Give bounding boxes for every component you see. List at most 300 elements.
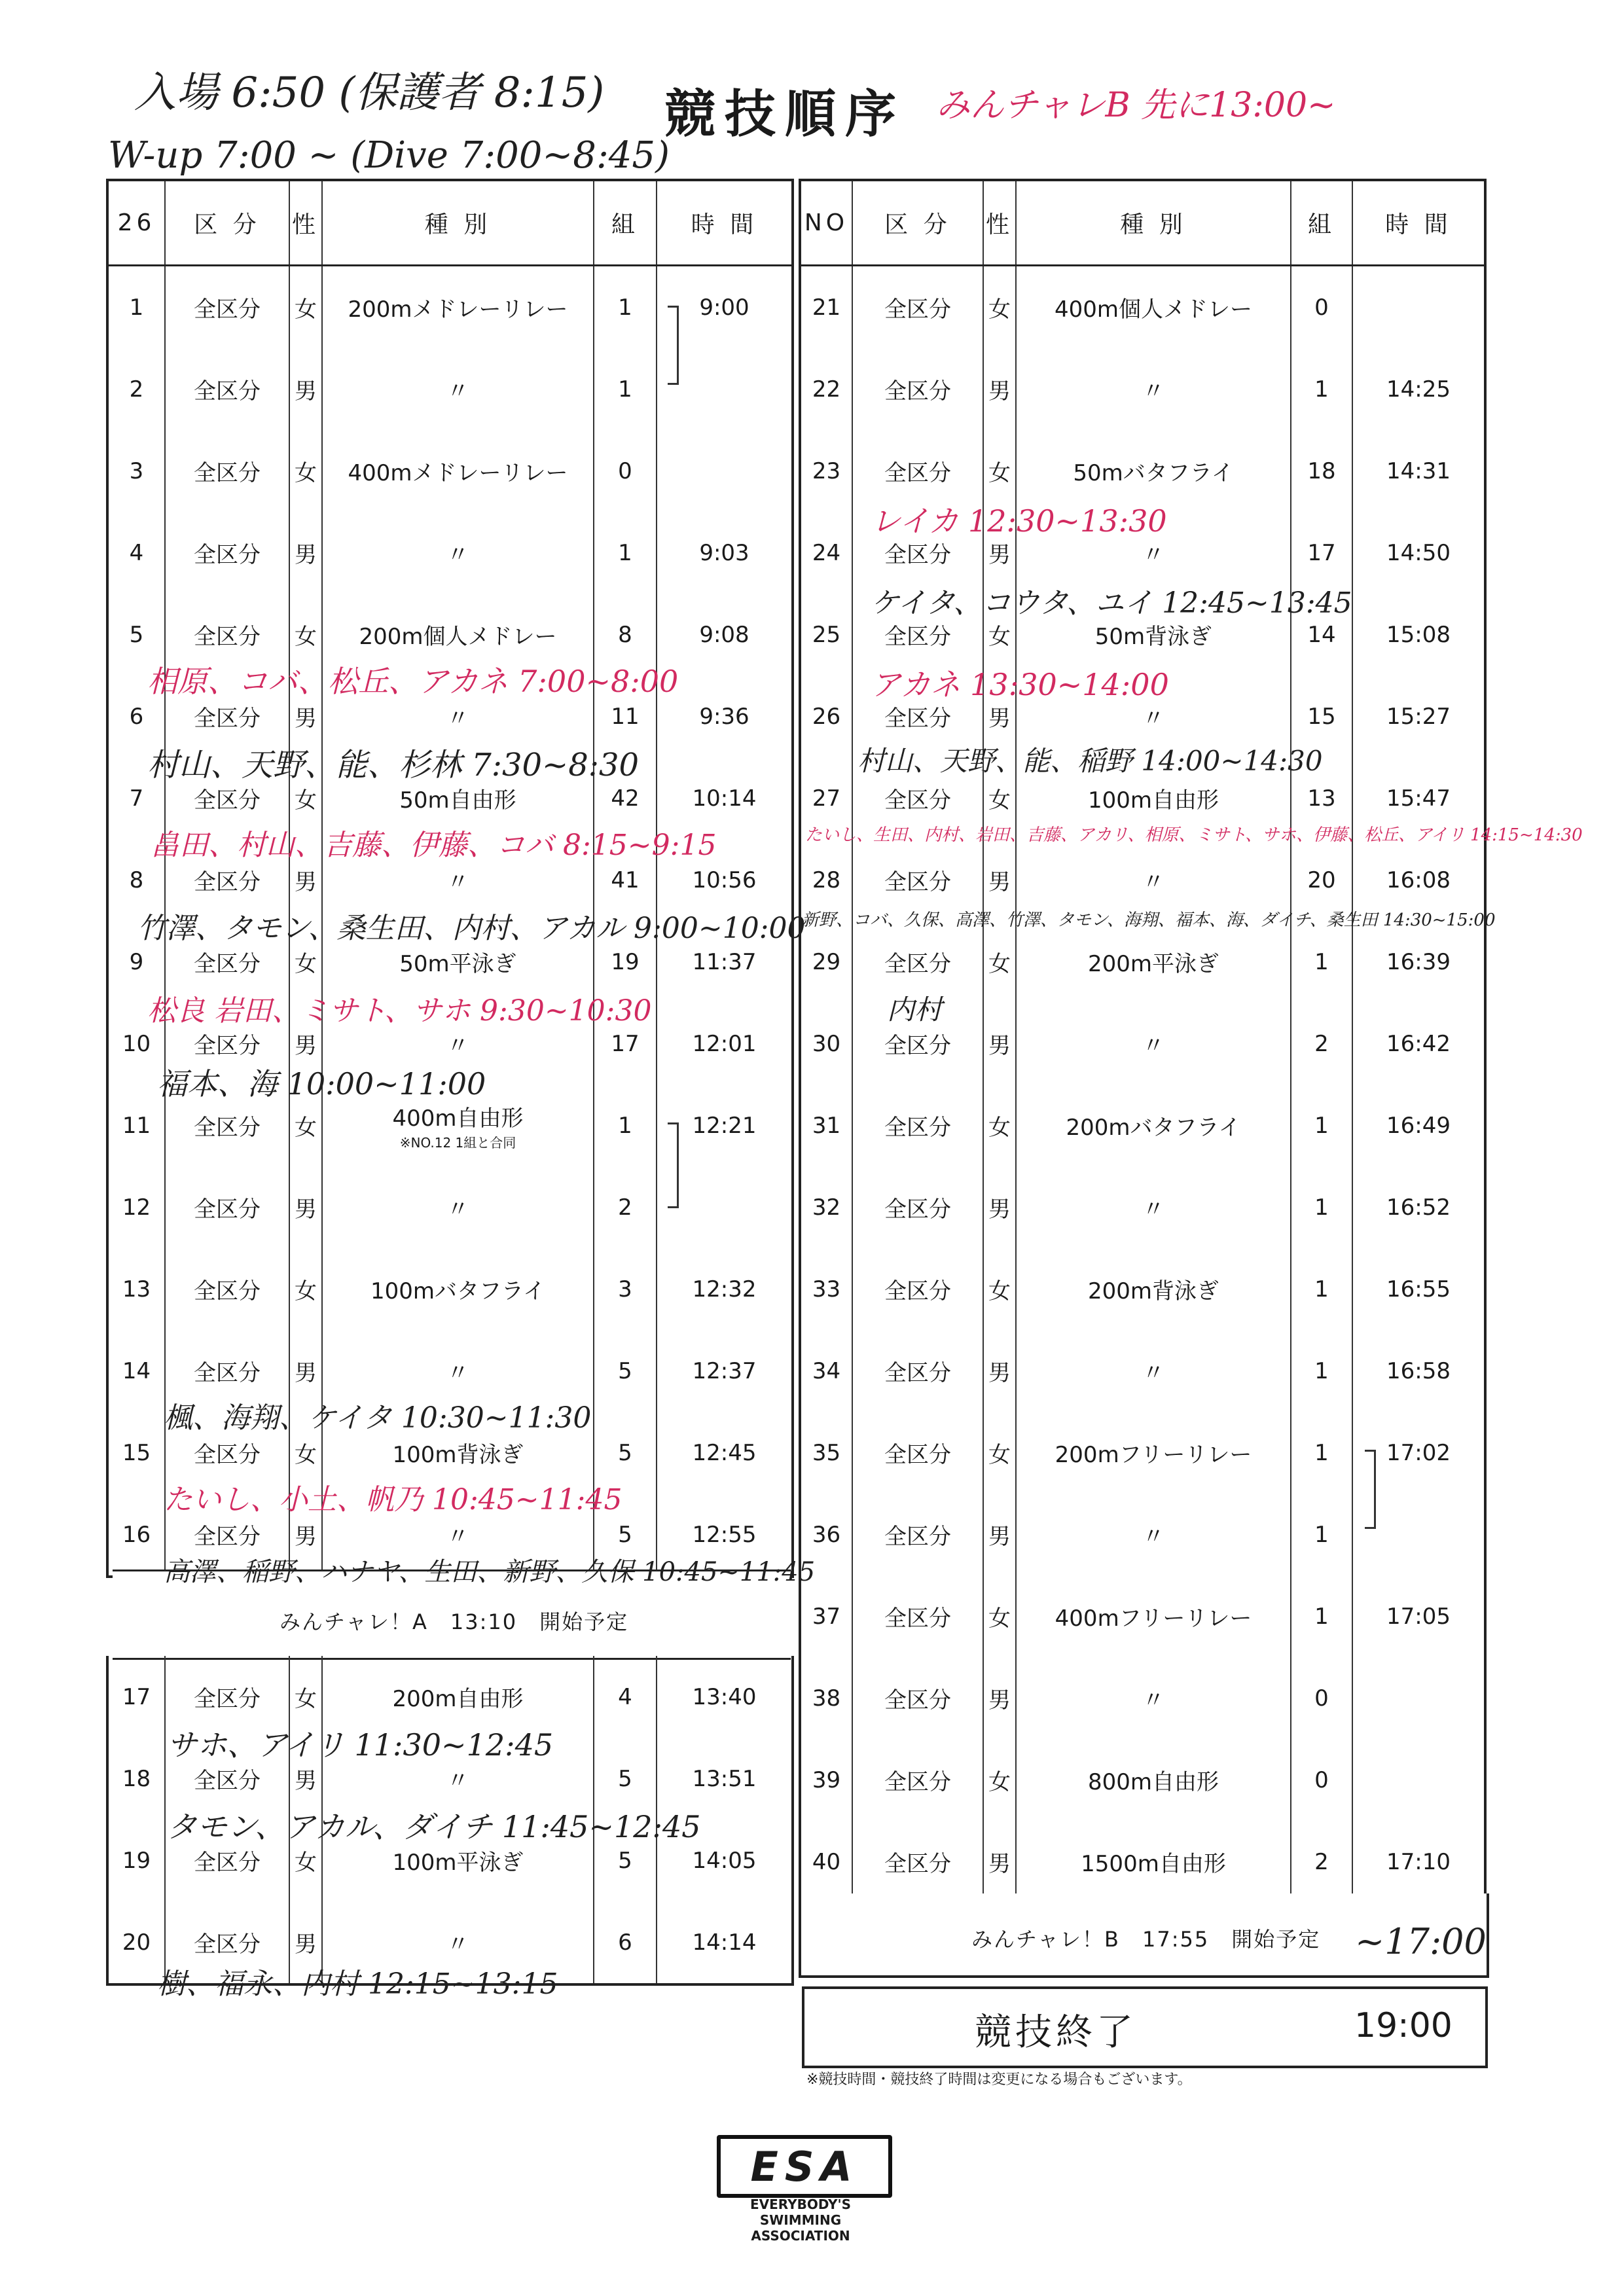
row-event: 〃 (322, 512, 594, 594)
row-time: 15:27 (1352, 675, 1485, 757)
row-division: 全区分 (852, 266, 983, 349)
row-event: 50mバタフライ (1016, 430, 1291, 512)
table-row (800, 348, 1485, 430)
row-time: 12:21 (657, 1085, 793, 1166)
handwritten-note-14: 楓、海翔、ケイタ 10:30~11:30 (164, 1401, 592, 1435)
row-number: 28 (800, 839, 852, 921)
row-group: 11 (594, 675, 657, 757)
header-time: 時 間 (657, 180, 793, 266)
row-number: 18 (107, 1738, 165, 1820)
row-sex: 男 (983, 348, 1016, 430)
row-sex: 女 (983, 757, 1016, 839)
row-number: 40 (800, 1821, 852, 1904)
row-division: 全区分 (165, 757, 289, 839)
row-number: 37 (800, 1575, 852, 1657)
row-group: 4 (594, 1656, 657, 1738)
handwritten-warmup-time: W-up 7:00 ~ (Dive 7:00~8:45) (108, 134, 670, 177)
row-number: 1 (107, 266, 165, 349)
handwritten-note-r25: ケイタ、コウタ、ユイ 12:45~13:45 (871, 586, 1352, 620)
row-sex: 女 (983, 921, 1016, 1003)
header-group: 組 (594, 180, 657, 266)
row-number: 12 (107, 1166, 165, 1248)
competition-end-time: 19:00 (1354, 2006, 1453, 2045)
row-sex: 男 (289, 1166, 322, 1248)
row-sex: 女 (289, 430, 322, 512)
row-time: 16:55 (1352, 1248, 1485, 1330)
row-group: 2 (594, 1166, 657, 1248)
table-row (800, 1412, 1485, 1494)
row-division: 全区分 (165, 594, 289, 675)
handwritten-note-9: 松良 岩田、ミサト、サホ 9:30~10:30 (147, 994, 652, 1028)
row-number: 14 (107, 1330, 165, 1412)
table-row (107, 266, 793, 349)
table-header-row (107, 180, 793, 266)
row-number: 9 (107, 921, 165, 1003)
table-row (107, 430, 793, 512)
row-sex: 男 (983, 675, 1016, 757)
row-sex: 男 (983, 1330, 1016, 1412)
heat-merge-bracket (1365, 1450, 1376, 1529)
row-group: 8 (594, 594, 657, 675)
row-group: 5 (594, 1738, 657, 1820)
row-group: 17 (1291, 512, 1352, 594)
row-time: 14:25 (1352, 348, 1485, 430)
row-number: 38 (800, 1657, 852, 1739)
row-sex: 男 (289, 1494, 322, 1577)
handwritten-note-17: サホ、アイリ 11:30~12:45 (167, 1727, 554, 1763)
row-sex: 女 (983, 430, 1016, 512)
row-division: 全区分 (165, 430, 289, 512)
row-event: 50m背泳ぎ (1016, 594, 1291, 675)
row-time: 9:36 (657, 675, 793, 757)
schedule-change-note: ※競技時間・競技終了時間は変更になる場合もございます。 (806, 2072, 1192, 2088)
row-division: 全区分 (165, 1820, 289, 1901)
row-time (1352, 1657, 1485, 1739)
row-time (1352, 1739, 1485, 1821)
header-division: 区 分 (852, 180, 983, 266)
row-event: 400mフリーリレー (1016, 1575, 1291, 1657)
min-a-label: みんチャレ！A 13:10 開始予定 (280, 1609, 629, 1634)
row-group: 1 (594, 266, 657, 349)
row-time: 9:00 (657, 266, 793, 349)
row-group: 15 (1291, 675, 1352, 757)
row-group: 0 (1291, 1657, 1352, 1739)
handwritten-note-r30: 内村 (887, 994, 943, 1026)
row-group: 13 (1291, 757, 1352, 839)
row-number: 15 (107, 1412, 165, 1494)
handwritten-min-b-note: みんチャレB 先に13:00~ (936, 86, 1336, 125)
table-row (800, 1657, 1485, 1739)
page-title: 競技順序 (664, 85, 906, 144)
row-time: 14:50 (1352, 512, 1485, 594)
row-group: 0 (1291, 1739, 1352, 1821)
header-division: 区 分 (165, 180, 289, 266)
row-sex: 男 (983, 1494, 1016, 1575)
row-division: 全区分 (852, 1003, 983, 1085)
row-sex: 女 (983, 1739, 1016, 1821)
row-number: 11 (107, 1085, 165, 1166)
row-division: 全区分 (852, 839, 983, 921)
row-sex: 男 (983, 1821, 1016, 1904)
handwritten-note-r26: アカネ 13:30~14:00 (871, 667, 1169, 702)
row-sex: 男 (983, 1003, 1016, 1085)
row-time (657, 430, 793, 512)
header-event: 種 別 (322, 180, 594, 266)
row-division: 全区分 (852, 1494, 983, 1575)
header-event: 種 別 (1016, 180, 1291, 266)
row-group: 1 (1291, 1330, 1352, 1412)
row-sex: 男 (983, 1657, 1016, 1739)
row-division: 全区分 (852, 675, 983, 757)
handwritten-note-16: 高澤、稲野、ハナヤ、生田、新野、久保 10:45~11:45 (164, 1557, 816, 1587)
row-division: 全区分 (852, 1821, 983, 1904)
row-time: 17:10 (1352, 1821, 1485, 1904)
row-group: 0 (594, 430, 657, 512)
handwritten-note-15: たいし、小土、帆乃 10:45~11:45 (164, 1483, 623, 1516)
row-event: 〃 (1016, 1166, 1291, 1248)
row-number: 27 (800, 757, 852, 839)
row-event-note: ※NO.12 1組と合同 (399, 1134, 516, 1151)
row-division: 全区分 (852, 348, 983, 430)
competition-end-box (802, 1986, 1488, 2068)
row-sex: 男 (289, 675, 322, 757)
row-sex: 女 (289, 1656, 322, 1738)
row-sex: 女 (289, 1085, 322, 1166)
table-row (800, 266, 1485, 349)
row-group: 41 (594, 839, 657, 921)
row-time: 10:14 (657, 757, 793, 839)
table-row (800, 1494, 1485, 1575)
row-sex: 女 (983, 266, 1016, 349)
row-division: 全区分 (852, 1739, 983, 1821)
esa-logo (717, 2135, 892, 2198)
header-group: 組 (1291, 180, 1352, 266)
row-number: 32 (800, 1166, 852, 1248)
row-division: 全区分 (852, 1330, 983, 1412)
row-division: 全区分 (852, 1575, 983, 1657)
row-group: 2 (1291, 1003, 1352, 1085)
handwritten-entry-time: 入場 6:50 (保護者 8:15) (134, 69, 605, 117)
table-row (107, 1248, 793, 1330)
esa-logo-sub2: SWIMMING ASSOCIATION (751, 2212, 850, 2244)
row-event: 100mバタフライ (322, 1248, 594, 1330)
table-row (107, 512, 793, 594)
row-group: 17 (594, 1003, 657, 1085)
row-group: 1 (1291, 1248, 1352, 1330)
row-sex: 女 (289, 266, 322, 349)
row-number: 7 (107, 757, 165, 839)
row-division: 全区分 (165, 1330, 289, 1412)
row-sex: 男 (983, 512, 1016, 594)
row-time: 12:45 (657, 1412, 793, 1494)
row-event: 〃 (322, 675, 594, 757)
handwritten-note-10: 福本、海 10:00~11:00 (157, 1066, 486, 1102)
row-time: 10:56 (657, 839, 793, 921)
row-number: 4 (107, 512, 165, 594)
row-division: 全区分 (852, 1248, 983, 1330)
row-event: 400m個人メドレー (1016, 266, 1291, 349)
row-number: 10 (107, 1003, 165, 1085)
row-group: 2 (1291, 1821, 1352, 1904)
row-event: 〃 (322, 1003, 594, 1085)
esa-logo-sub1: EVERYBODY'S (750, 2197, 851, 2212)
row-group: 1 (1291, 1085, 1352, 1166)
row-number: 29 (800, 921, 852, 1003)
row-time: 13:51 (657, 1738, 793, 1820)
row-division: 全区分 (852, 1085, 983, 1166)
row-event: 200m個人メドレー (322, 594, 594, 675)
row-time: 16:58 (1352, 1330, 1485, 1412)
table-row (800, 1248, 1485, 1330)
row-number: 2 (107, 348, 165, 430)
row-group: 1 (1291, 348, 1352, 430)
row-number: 25 (800, 594, 852, 675)
handwritten-min-b-time: ~17:00 (1355, 1921, 1487, 1962)
row-time (1352, 266, 1485, 349)
table-row (800, 1821, 1485, 1904)
row-sex: 女 (289, 594, 322, 675)
table-row (800, 1330, 1485, 1412)
row-group: 6 (594, 1901, 657, 1984)
row-group: 1 (1291, 1166, 1352, 1248)
row-sex: 女 (983, 594, 1016, 675)
row-division: 全区分 (852, 757, 983, 839)
row-number: 16 (107, 1494, 165, 1577)
heat-merge-bracket (668, 306, 679, 385)
row-number: 5 (107, 594, 165, 675)
row-time: 11:37 (657, 921, 793, 1003)
row-event: 〃 (322, 1494, 594, 1577)
row-time: 17:05 (1352, 1575, 1485, 1657)
row-time: 16:08 (1352, 839, 1485, 921)
row-event: 〃 (322, 1166, 594, 1248)
row-time: 16:42 (1352, 1003, 1485, 1085)
row-group: 18 (1291, 430, 1352, 512)
row-event: 200m自由形 (322, 1656, 594, 1738)
row-time: 12:32 (657, 1248, 793, 1330)
row-division: 全区分 (165, 1656, 289, 1738)
row-number: 36 (800, 1494, 852, 1575)
row-time: 12:55 (657, 1494, 793, 1577)
handwritten-note-19: 樹、福永、内村 12:15~13:15 (157, 1967, 558, 2001)
row-event: 〃 (322, 1738, 594, 1820)
row-group: 1 (594, 1085, 657, 1166)
heat-merge-bracket (668, 1122, 679, 1208)
row-division: 全区分 (165, 348, 289, 430)
table-row (107, 1166, 793, 1248)
row-number: 17 (107, 1656, 165, 1738)
row-division: 全区分 (165, 839, 289, 921)
row-event: 〃 (322, 839, 594, 921)
handwritten-note-8: 竹澤、タモン、桑生田、内村、アカル 9:00~10:00 (137, 912, 806, 945)
row-number: 22 (800, 348, 852, 430)
row-division: 全区分 (165, 1901, 289, 1984)
row-number: 6 (107, 675, 165, 757)
row-number: 39 (800, 1739, 852, 1821)
header-sex: 性 (289, 180, 322, 266)
competition-end-label: 競技終了 (975, 2011, 1137, 2054)
handwritten-note-r24: レイカ 12:30~13:30 (871, 503, 1167, 539)
row-sex: 女 (983, 1248, 1016, 1330)
row-event: 〃 (1016, 839, 1291, 921)
row-group: 1 (1291, 921, 1352, 1003)
row-number: 31 (800, 1085, 852, 1166)
table-row (800, 1085, 1485, 1166)
row-event: 200mフリーリレー (1016, 1412, 1291, 1494)
row-sex: 男 (289, 512, 322, 594)
row-sex: 女 (289, 1412, 322, 1494)
row-event: 50m平泳ぎ (322, 921, 594, 1003)
row-division: 全区分 (165, 1248, 289, 1330)
row-time: 9:08 (657, 594, 793, 675)
row-division: 全区分 (165, 1494, 289, 1577)
row-number: 20 (107, 1901, 165, 1984)
row-sex: 男 (289, 348, 322, 430)
row-event: 〃 (1016, 675, 1291, 757)
row-event: 〃 (322, 348, 594, 430)
min-b-label: みんチャレ！B 17:55 開始予定 (971, 1927, 1321, 1952)
row-event: 100m背泳ぎ (322, 1412, 594, 1494)
table-row (107, 348, 793, 430)
row-group: 0 (1291, 266, 1352, 349)
row-event: 100m自由形 (1016, 757, 1291, 839)
row-number: 13 (107, 1248, 165, 1330)
row-number: 8 (107, 839, 165, 921)
table-row (800, 1575, 1485, 1657)
row-event-label: 400m自由形 (392, 1105, 524, 1132)
row-event: 〃 (322, 1330, 594, 1412)
handwritten-note-r27: 村山、天野、能、稲野 14:00~14:30 (857, 745, 1323, 777)
handwritten-note-5: 相原、コバ、松丘、アカネ 7:00~8:00 (147, 664, 679, 699)
table-row (800, 1739, 1485, 1821)
row-sex: 女 (289, 757, 322, 839)
handwritten-note-7: 畠田、村山、吉藤、伊藤、コバ 8:15~9:15 (151, 829, 717, 862)
row-sex: 男 (983, 839, 1016, 921)
row-group: 5 (594, 1820, 657, 1901)
row-sex: 女 (983, 1412, 1016, 1494)
row-number: 3 (107, 430, 165, 512)
row-group: 20 (1291, 839, 1352, 921)
row-number: 19 (107, 1820, 165, 1901)
row-group: 19 (594, 921, 657, 1003)
table-row (800, 1166, 1485, 1248)
row-group: 1 (1291, 1412, 1352, 1494)
row-time: 15:08 (1352, 594, 1485, 675)
row-division: 全区分 (165, 1085, 289, 1166)
row-division: 全区分 (165, 266, 289, 349)
esa-logo-text: ESA (750, 2142, 859, 2191)
row-number: 23 (800, 430, 852, 512)
row-number: 34 (800, 1330, 852, 1412)
row-group: 14 (1291, 594, 1352, 675)
row-event: 〃 (1016, 1494, 1291, 1575)
row-sex: 女 (983, 1085, 1016, 1166)
row-event: 〃 (1016, 1330, 1291, 1412)
row-event: 〃 (1016, 512, 1291, 594)
row-sex: 男 (983, 1166, 1016, 1248)
row-sex: 女 (289, 921, 322, 1003)
row-time: 12:37 (657, 1330, 793, 1412)
row-group: 5 (594, 1412, 657, 1494)
row-division: 全区分 (165, 512, 289, 594)
row-division: 全区分 (852, 512, 983, 594)
row-time: 14:31 (1352, 430, 1485, 512)
row-division: 全区分 (165, 1003, 289, 1085)
row-number: 26 (800, 675, 852, 757)
row-time: 17:02 (1352, 1412, 1485, 1494)
row-sex: 男 (289, 839, 322, 921)
row-time: 12:01 (657, 1003, 793, 1085)
row-division: 全区分 (852, 1166, 983, 1248)
header-sex: 性 (983, 180, 1016, 266)
row-division: 全区分 (165, 1738, 289, 1820)
row-event: 200mメドレーリレー (322, 266, 594, 349)
row-event: 1500m自由形 (1016, 1821, 1291, 1904)
row-event: 200m平泳ぎ (1016, 921, 1291, 1003)
schedule-table-right (799, 179, 1487, 1905)
row-group: 1 (1291, 1494, 1352, 1575)
row-time: 16:39 (1352, 921, 1485, 1003)
row-sex: 男 (289, 1901, 322, 1984)
row-number: 33 (800, 1248, 852, 1330)
row-sex: 女 (289, 1820, 322, 1901)
row-sex: 男 (289, 1003, 322, 1085)
row-number: 21 (800, 266, 852, 349)
row-division: 全区分 (165, 921, 289, 1003)
row-time: 13:40 (657, 1656, 793, 1738)
row-event: 〃 (322, 1901, 594, 1984)
row-time: 14:14 (657, 1901, 793, 1984)
row-event: 200mバタフライ (1016, 1085, 1291, 1166)
row-event: 〃 (1016, 348, 1291, 430)
row-event: 200m背泳ぎ (1016, 1248, 1291, 1330)
row-group: 3 (594, 1248, 657, 1330)
row-division: 全区分 (852, 594, 983, 675)
row-sex: 男 (289, 1330, 322, 1412)
row-time: 16:49 (1352, 1085, 1485, 1166)
row-event: 〃 (1016, 1657, 1291, 1739)
handwritten-note-6: 村山、天野、能、杉林 7:30~8:30 (147, 747, 640, 783)
row-number: 24 (800, 512, 852, 594)
handwritten-note-r29: 新野、コバ、久保、高澤、竹澤、タモン、海翔、福本、海、ダイチ、桑生田 14:30~15:00 (802, 910, 1496, 930)
table-header-row (800, 180, 1485, 266)
row-group: 1 (594, 348, 657, 430)
row-time: 14:05 (657, 1820, 793, 1901)
row-time: 16:52 (1352, 1166, 1485, 1248)
row-division: 全区分 (852, 921, 983, 1003)
row-sex: 男 (289, 1738, 322, 1820)
row-event: 100m平泳ぎ (322, 1820, 594, 1901)
row-division: 全区分 (852, 430, 983, 512)
row-event: 50m自由形 (322, 757, 594, 839)
row-event: 400mメドレーリレー (322, 430, 594, 512)
row-division: 全区分 (165, 675, 289, 757)
row-number: 35 (800, 1412, 852, 1494)
row-division: 全区分 (165, 1166, 289, 1248)
row-time: 9:03 (657, 512, 793, 594)
row-division: 全区分 (165, 1412, 289, 1494)
row-sex: 女 (289, 1248, 322, 1330)
row-event: 800m自由形 (1016, 1739, 1291, 1821)
row-time: 15:47 (1352, 757, 1485, 839)
row-group: 42 (594, 757, 657, 839)
row-group: 1 (1291, 1575, 1352, 1657)
row-number: 30 (800, 1003, 852, 1085)
row-group: 1 (594, 512, 657, 594)
header-no: NO (800, 180, 852, 266)
schedule-table-left (106, 179, 794, 1578)
header-no: 26 (107, 180, 165, 266)
